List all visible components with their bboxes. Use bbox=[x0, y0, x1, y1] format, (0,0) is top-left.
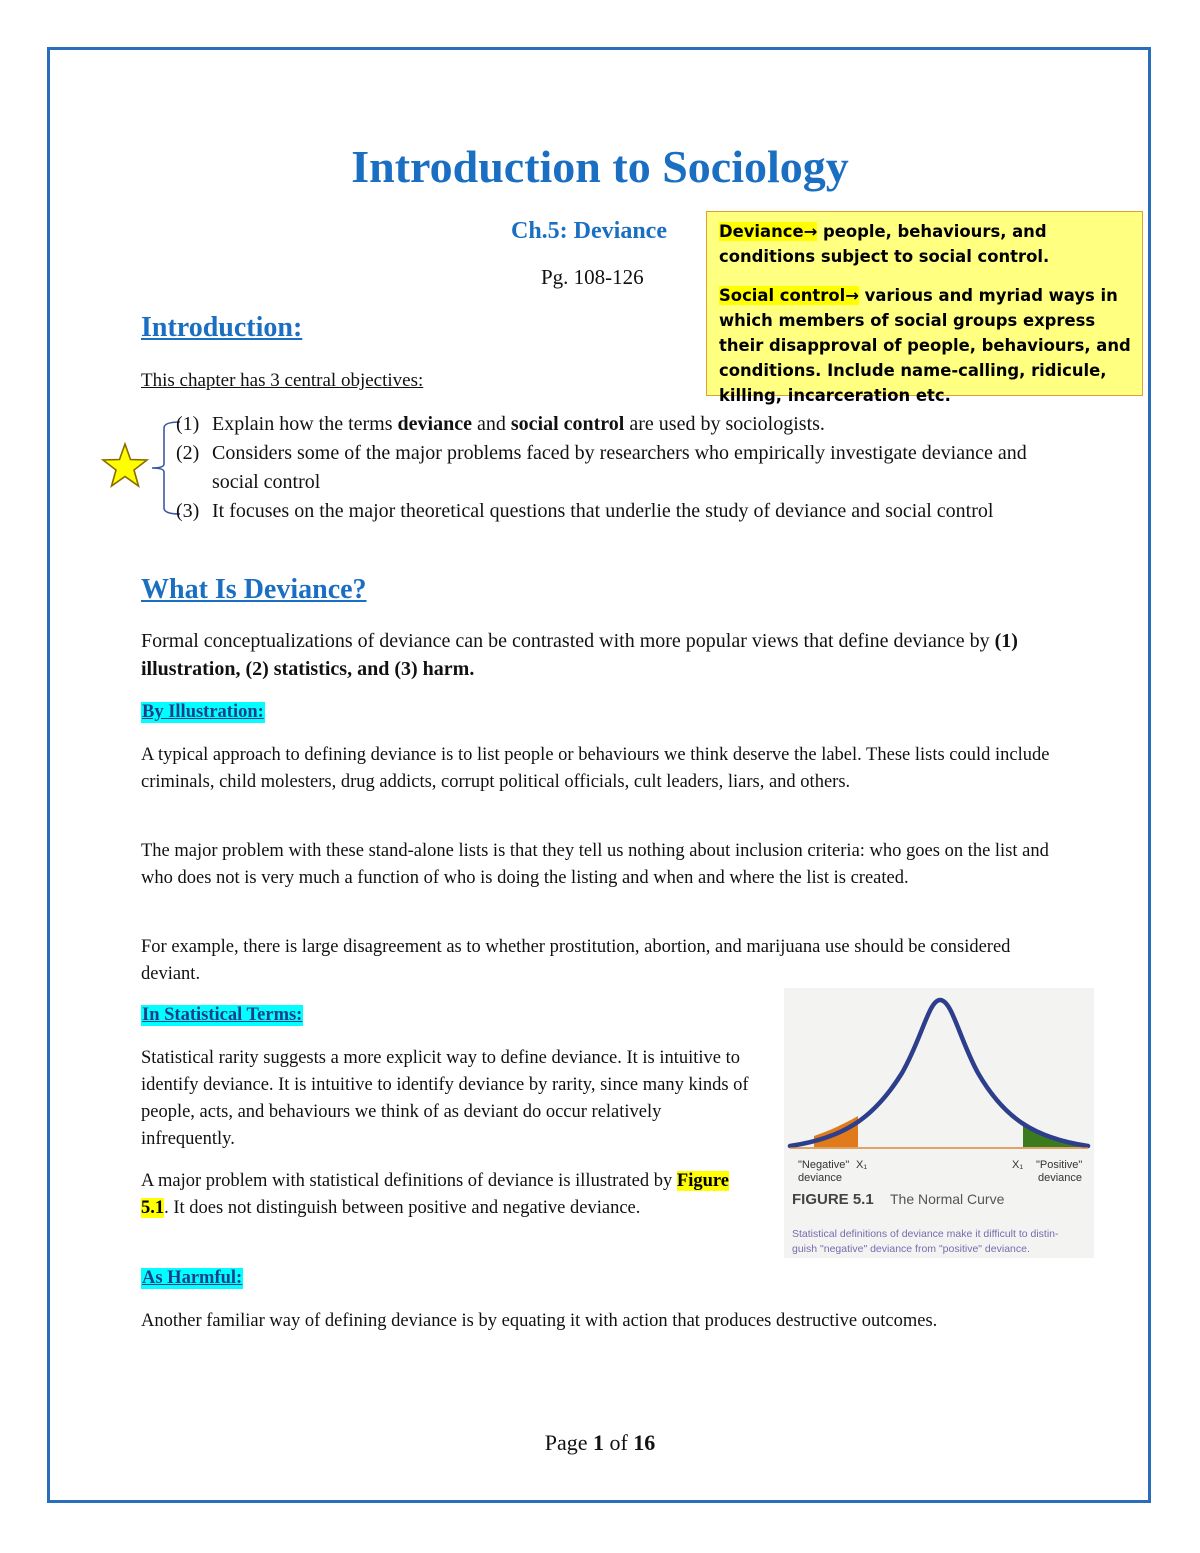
definitions-box bbox=[706, 211, 1143, 405]
normal-curve-chart bbox=[784, 988, 1094, 1258]
right-arrow-icon: → bbox=[803, 222, 818, 241]
introduction-heading: Introduction: bbox=[141, 312, 303, 343]
harmful-paragraph: Another familiar way of defining deviance is by equating it with action that produces destructive outcomes. bbox=[141, 1311, 938, 1331]
positive-label-2: deviance bbox=[1038, 1172, 1083, 1184]
positive-label: "Positive" bbox=[1036, 1159, 1083, 1171]
right-arrow-icon: → bbox=[845, 286, 859, 305]
objectives-bracket bbox=[98, 414, 183, 524]
figure-reference: Figure 5.1 bbox=[141, 1171, 729, 1218]
star-icon bbox=[103, 444, 147, 486]
figure-number: FIGURE 5.1 bbox=[792, 1191, 874, 1208]
negative-label: "Negative" bbox=[798, 1159, 850, 1171]
figure-caption-2: guish "negative" deviance from "positive" deviance. bbox=[792, 1243, 1030, 1255]
page-range: Pg. 108-126 bbox=[541, 265, 644, 289]
statistical-terms-heading: In Statistical Terms: bbox=[142, 1005, 303, 1025]
objective-item: (3) It focuses on the major theoretical questions that underlie the study of deviance and social control bbox=[176, 500, 994, 522]
objective-item: (2) Considers some of the major problems faced by researchers who empirically investigate deviance and social control bbox=[176, 442, 1027, 493]
chapter-title: Ch.5: Deviance bbox=[511, 218, 667, 244]
normal-curve-figure bbox=[784, 988, 1094, 1258]
as-harmful-heading: As Harmful: bbox=[142, 1268, 243, 1288]
statistical-paragraph-2: A major problem with statistical definitions of deviance is illustrated by Figure 5.1. It does not distinguish between positive and negative deviance. bbox=[141, 1171, 729, 1218]
figure-title: The Normal Curve bbox=[890, 1191, 1005, 1207]
objectives-lead: This chapter has 3 central objectives: bbox=[141, 370, 424, 391]
social-control-term: Social control→ bbox=[719, 286, 859, 305]
total-pages: 16 bbox=[633, 1430, 656, 1455]
page-title: Introduction to Sociology bbox=[351, 141, 849, 192]
by-illustration-heading: By Illustration: bbox=[142, 702, 264, 722]
social-control-definition: Social control→ various and myriad ways in which members of social groups express their disapproval of people, behaviours, and conditions. Include name-calling, ridicule, killing, incarceration etc. bbox=[719, 286, 1131, 405]
statistical-paragraph-1: Statistical rarity suggests a more explicit way to define deviance. It is intuitive to identify deviance. It is intuitive to identify deviance by rarity, since many kinds of people, acts, and behaviours we think of as deviant do occur relatively infrequently. bbox=[141, 1048, 749, 1149]
deviance-definition: Deviance→ people, behaviours, and conditions subject to social control. bbox=[719, 222, 1050, 266]
what-is-deviance-intro: Formal conceptualizations of deviance can be contrasted with more popular views that define deviance by (1) illustration, (2) statistics, and (3) harm. bbox=[141, 630, 1018, 680]
x1-right-label: X₁ bbox=[1012, 1159, 1024, 1171]
illustration-paragraph-1: A typical approach to defining deviance is to list people or behaviours we think deserve the label. These lists could include criminals, child molesters, drug addicts, corrupt political officials, cult leaders, liars, and others. bbox=[141, 745, 1050, 792]
illustration-paragraph-3: For example, there is large disagreement as to whether prostitution, abortion, and marijuana use should be considered deviant. bbox=[141, 937, 1011, 984]
page-footer: Page 1 of 16 bbox=[544, 1430, 656, 1455]
deviance-term: Deviance→ bbox=[719, 222, 818, 241]
objectives-list bbox=[176, 410, 1076, 526]
objective-item: (1) Explain how the terms deviance and social control are used by sociologists. bbox=[176, 413, 825, 435]
current-page-number: 1 bbox=[592, 1430, 604, 1455]
figure-caption-1: Statistical definitions of deviance make it difficult to distin- bbox=[792, 1228, 1059, 1240]
normal-curve-line bbox=[790, 1000, 1088, 1146]
what-is-deviance-heading: What Is Deviance? bbox=[141, 574, 367, 605]
illustration-paragraph-2: The major problem with these stand-alone lists is that they tell us nothing about inclusion criteria: who goes on the list and who does not is very much a function of who is doing the listing and when and where the list is created. bbox=[141, 841, 1049, 888]
x1-left-label: X₁ bbox=[856, 1159, 868, 1171]
negative-label-2: deviance bbox=[798, 1172, 843, 1184]
